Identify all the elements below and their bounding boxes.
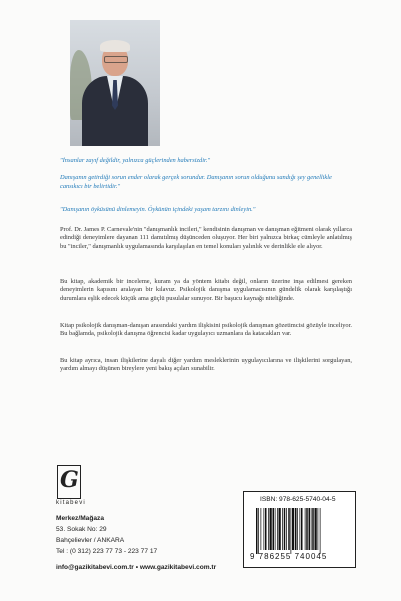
description-paragraph-1: Prof. Dr. James P. Carnevale'nin "danışmanlık incileri," kendisinin danışman ve danışman eğitmeni olarak yıllarca edindiği deneyimlere dayanan 111 damıtılmış düşünceden oluşuyor. Her biri yalnızca birkaç cümleyle anlatılmış bu "inciler," danışmanlık uygulamasında karşılaşılan en temel konuları yalınlık ve derinlikle ele alıyor.	[60, 226, 352, 250]
quote-3: "Danışanın öyküsünü dinlemeyin. Öykünün içindeki yaşam tarzını dinleyin."	[60, 206, 256, 213]
quote-1: "İnsanlar zayıf değildir, yalnızca güçlerinden habersizdir."	[60, 157, 211, 164]
description-paragraph-3: Kitap psikolojik danışman-danışan arasındaki yardım ilişkisini psikolojik danışman gözetimcisi gözüyle inceliyor. Bu bağlamda, psikolojik danışma öğrencisi kadar uygulayıcı uzmanlara da katacakları var.	[60, 322, 352, 338]
barcode-bar	[264, 508, 265, 550]
barcode-bar	[306, 508, 308, 550]
barcode-bar	[311, 508, 312, 550]
barcode-bar	[261, 508, 262, 550]
barcode-bar	[295, 508, 297, 550]
publisher-logo-name: kitabevi	[56, 500, 86, 506]
author-photo	[70, 20, 160, 146]
quote-2: Danışanın getirdiği sorun ender olarak gerçek sorundur. Danışanın sorun olduğunu sandığı şey genellikle cansıkıcı bir belirtidir."	[60, 174, 332, 190]
publisher-web-contact: info@gazikitabevi.com.tr • www.gazikitabevi.com.tr	[56, 564, 217, 571]
isbn-barcode	[243, 491, 356, 568]
barcode-bar	[288, 508, 290, 550]
barcode-bars	[256, 506, 346, 556]
barcode-bar	[300, 508, 301, 550]
description-paragraph-2: Bu kitap, akademik bir inceleme, kuram ya da yöntem kitabı değil, onların üzerine inşa edilmesi gereken deneyimlerin kapısını aralayan bir kılavuz. Psikolojik danışma uygulamacısının gündelik olarak karşılaştığı durumlara eşlik edecek küçük ama güçlü pusulalar sunuyor. Bir başucu kaynağı niteliğinde.	[60, 278, 352, 302]
description-paragraph-4: Bu kitap ayrıca, insan ilişkilerine dayalı diğer yardım mesleklerinin uygulayıcılarına ve ilişkilerini sorgulayan, yardım almayı düşünen bireylere yeni bakış açıları sunabilir.	[60, 357, 352, 373]
address-city: Bahçelievler / ANKARA	[56, 537, 125, 544]
publisher-logo-glyph: G	[60, 467, 79, 493]
barcode-bar	[305, 508, 306, 550]
barcode-bar	[256, 508, 258, 554]
barcode-bar	[265, 508, 267, 550]
barcode-bar	[277, 508, 278, 550]
barcode-bar	[275, 508, 276, 550]
barcode-bar	[318, 508, 319, 550]
address-phone: Tel : (0 312) 223 77 73 - 223 77 17	[56, 548, 158, 555]
barcode-bar	[312, 508, 314, 550]
barcode-bar	[297, 508, 298, 550]
barcode-bar	[273, 508, 275, 550]
barcode-bar	[268, 508, 269, 550]
barcode-bar	[309, 508, 311, 550]
barcode-digits: 9 786255 740045	[250, 552, 328, 561]
isbn-label: ISBN: 978-625-5740-04-5	[260, 496, 336, 503]
barcode-bar	[284, 508, 286, 550]
barcode-bar	[301, 508, 303, 550]
barcode-bar	[258, 508, 259, 554]
barcode-bar	[282, 508, 283, 550]
publisher-logo	[57, 465, 87, 511]
barcode-bar	[292, 508, 294, 550]
barcode-bar	[291, 508, 292, 554]
address-street: 53. Sokak No: 29	[56, 526, 107, 533]
barcode-bar	[279, 508, 281, 550]
barcode-bar	[320, 508, 321, 554]
barcode-bar	[286, 508, 287, 550]
barcode-bar	[270, 508, 272, 550]
barcode-bar	[315, 508, 317, 550]
address-title: Merkez/Mağaza	[56, 515, 105, 522]
